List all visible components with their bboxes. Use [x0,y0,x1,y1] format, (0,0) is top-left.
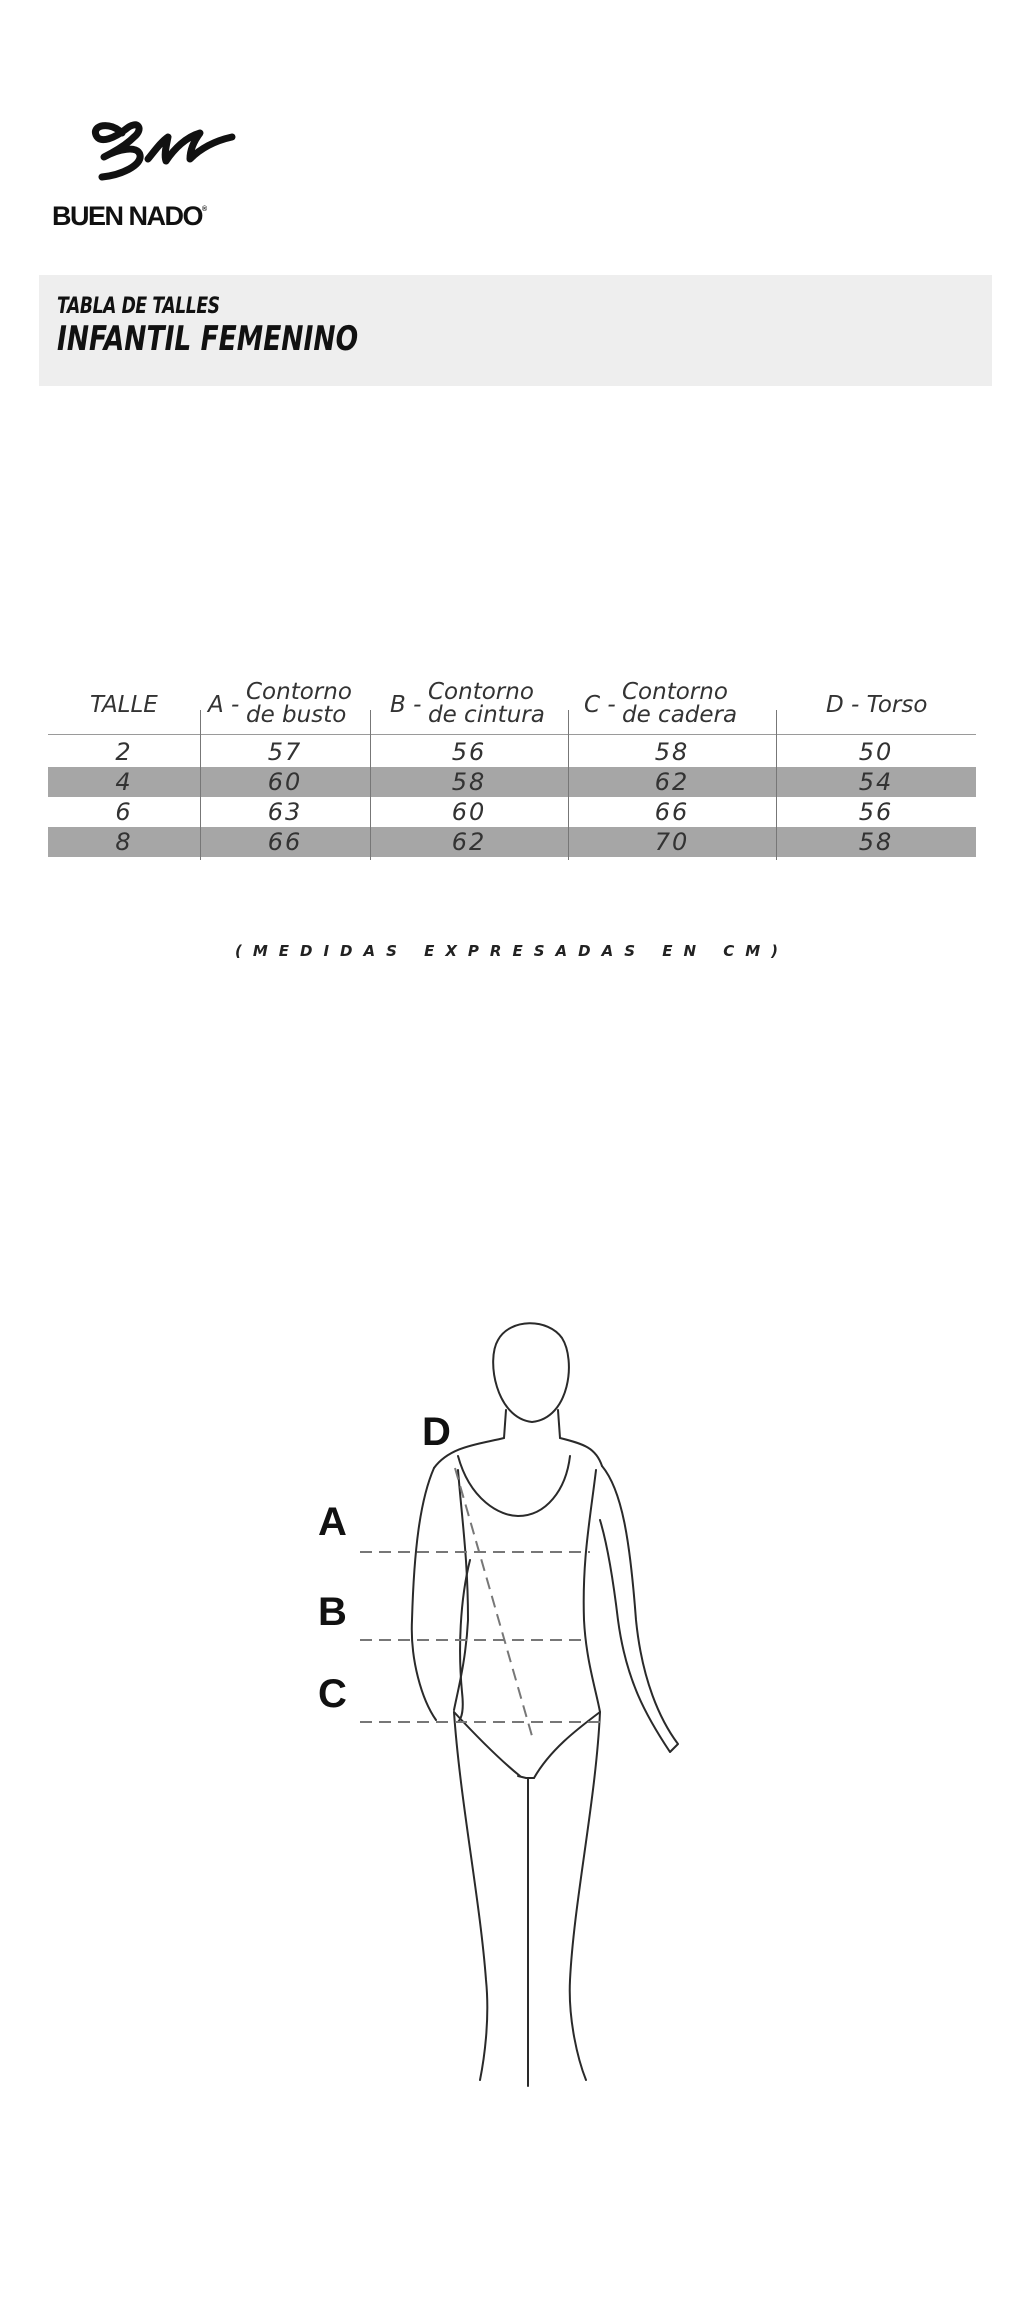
cell-torso: 58 [858,828,894,856]
cell-talle: 4 [115,768,133,796]
label-a: A [318,1500,347,1544]
header-cadera: C - Contorno de cadera [584,679,738,728]
label-b: B [318,1590,347,1634]
cell-cintura: 56 [451,738,487,766]
cell-torso: 50 [858,738,894,766]
cell-busto: 60 [267,768,303,796]
column-divider [776,710,777,860]
cell-busto: 66 [267,828,303,856]
brand-name: BUEN NADO® [52,201,208,231]
cell-talle: 6 [115,798,133,826]
cell-talle: 8 [115,828,133,856]
header-talle: TALLE [90,692,158,718]
page-subtitle: TABLA DE TALLES [57,294,220,319]
table-row [48,827,976,857]
brand-logo [52,115,252,235]
cell-cintura: 60 [451,798,487,826]
label-c: C [318,1672,347,1716]
header-cintura: B - Contorno de cintura [390,679,545,728]
page-title: INFANTIL FEMENINO [57,319,359,359]
size-table [48,675,976,860]
logo-mark-icon [82,115,252,185]
cell-cadera: 62 [654,768,690,796]
column-divider [568,710,569,860]
table-row [48,797,976,827]
measurement-figure [300,1320,740,2120]
cell-cintura: 62 [451,828,487,856]
header-torso: D - Torso [826,692,928,718]
header-busto: A - Contorno de busto [208,679,352,728]
cell-cadera: 58 [654,738,690,766]
title-band [39,275,992,386]
table-row [48,767,976,797]
table-row [48,737,976,767]
cell-torso: 54 [858,768,894,796]
cell-torso: 56 [858,798,894,826]
column-divider [370,710,371,860]
column-divider [200,710,201,860]
cell-cadera: 66 [654,798,690,826]
cell-cadera: 70 [654,828,690,856]
label-d: D [422,1410,451,1454]
header-divider [48,734,976,735]
body-outline-icon [300,1320,740,2120]
cell-busto: 57 [267,738,303,766]
cell-talle: 2 [115,738,133,766]
cell-busto: 63 [267,798,303,826]
units-note: (MEDIDAS EXPRESADAS EN CM) [234,942,790,960]
cell-cintura: 58 [451,768,487,796]
